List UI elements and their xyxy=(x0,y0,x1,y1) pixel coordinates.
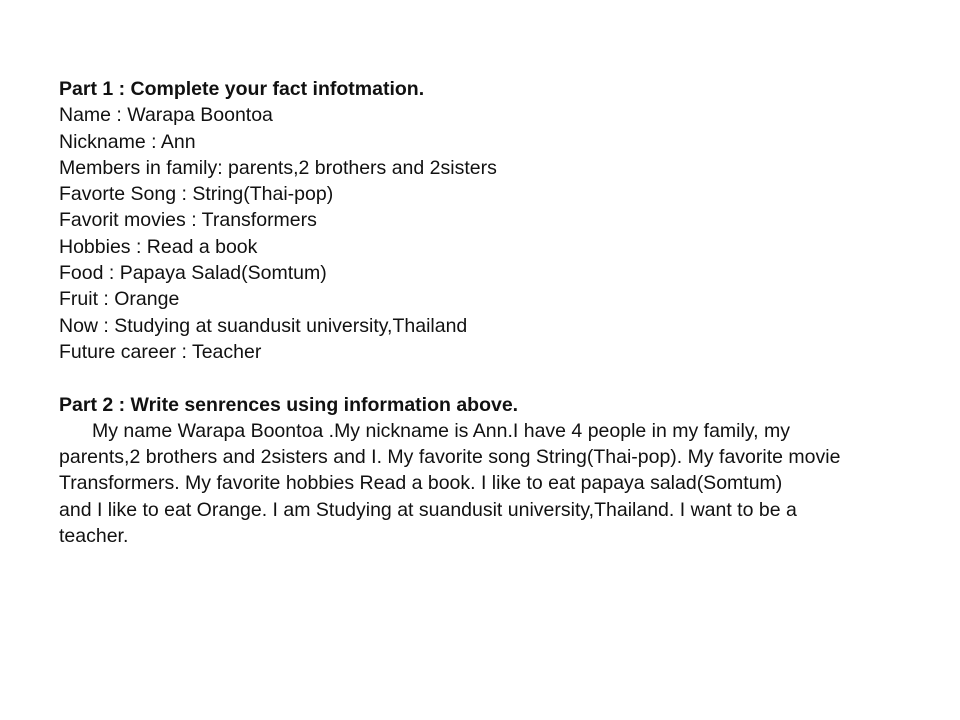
fact-favorite-song: Favorte Song : String(Thai-pop) xyxy=(59,183,334,206)
fact-favorite-movies: Favorit movies : Transformers xyxy=(59,209,317,232)
fact-future-career: Future career : Teacher xyxy=(59,340,262,363)
fact-food: Food : Papaya Salad(Somtum) xyxy=(59,262,327,285)
part2-heading: Part 2 : Write senrences using information above. xyxy=(59,393,519,416)
fact-now: Now : Studying at suandusit university,Thailand xyxy=(59,314,468,337)
document-body xyxy=(59,76,939,549)
paragraph-line: teacher. xyxy=(59,525,129,548)
part1-heading: Part 1 : Complete your fact infotmation. xyxy=(59,78,425,100)
section-gap xyxy=(59,365,939,391)
paragraph-line: My name Warapa Boontoa .My nickname is Ann.I have 4 people in my family, my xyxy=(92,419,790,442)
part2-paragraph xyxy=(59,418,939,549)
fact-list xyxy=(59,102,939,365)
paragraph-line: Transformers. My favorite hobbies Read a book. I like to eat papaya salad(Somtum) xyxy=(59,472,783,495)
fact-nickname: Nickname : Ann xyxy=(59,130,196,153)
fact-hobbies: Hobbies : Read a book xyxy=(59,235,258,258)
fact-name: Name : Warapa Boontoa xyxy=(59,104,273,127)
fact-fruit: Fruit : Orange xyxy=(59,288,180,311)
paragraph-line: parents,2 brothers and 2sisters and I. My favorite song String(Thai-pop). My favorite movie xyxy=(59,446,841,469)
fact-family-members: Members in family: parents,2 brothers and 2sisters xyxy=(59,156,497,179)
paragraph-line: and I like to eat Orange. I am Studying at suandusit university,Thailand. I want to be a xyxy=(59,498,797,521)
